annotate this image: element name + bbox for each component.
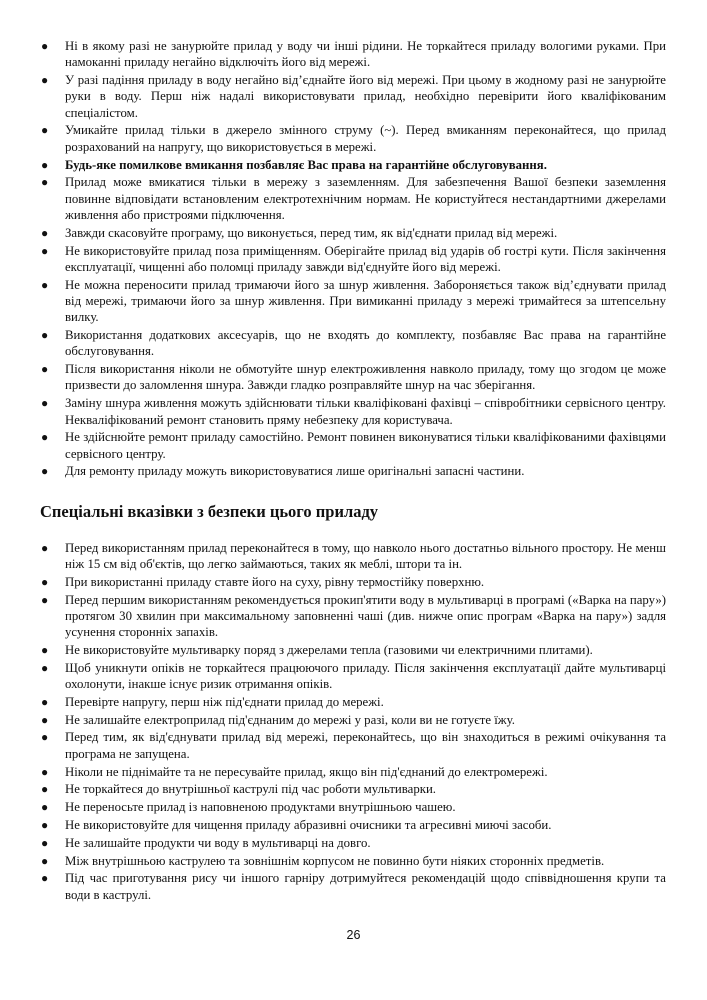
list-item (40, 817, 666, 833)
list-item (40, 799, 666, 815)
list-item (40, 694, 666, 710)
bullet-icon: ● (41, 540, 49, 555)
bullet-icon: ● (41, 396, 49, 411)
list-item (40, 660, 666, 693)
list-item (40, 157, 666, 173)
list-item (40, 243, 666, 276)
list-item (40, 429, 666, 462)
list-item-text: Не залишайте продукти чи воду в мультиварці на довго. (65, 835, 371, 850)
list-item-text: Не переносьте прилад із наповненою продуктами внутрішньою чашею. (65, 800, 456, 815)
bullet-icon: ● (41, 157, 49, 172)
list-item-text: Не використовуйте прилад поза приміщенням. Оберігайте прилад від ударів об гострі кути. Після закінчення експлуатації, чищенні або поломці приладу завжди від'єднуйте його від мережі. (65, 243, 666, 274)
special-safety-list (40, 540, 666, 903)
bullet-icon: ● (41, 328, 49, 343)
list-item (40, 781, 666, 797)
bullet-icon: ● (41, 694, 49, 709)
page-number: 26 (346, 928, 361, 942)
bullet-icon: ● (41, 712, 49, 727)
list-item-text: Не залишайте електроприлад під'єднаним до мережі у разі, коли ви не готуєте їжу. (65, 712, 515, 727)
list-item (40, 395, 666, 428)
list-item (40, 361, 666, 394)
list-item (40, 72, 666, 121)
list-item-text: Використання додаткових аксесуарів, що не входять до комплекту, позбавляє Вас права на гарантійне обслуговування. (65, 328, 666, 359)
list-item-text: При використанні приладу ставте його на суху, рівну термостійку поверхню. (65, 574, 485, 589)
list-item (40, 853, 666, 869)
list-item-text: Перед тим, як від'єднувати прилад від мережі, переконайтесь, що він знаходиться в режимі очікування та програма не запущена. (65, 730, 666, 761)
general-safety-list (40, 38, 666, 480)
list-item-text: Не здійснюйте ремонт приладу самостійно. Ремонт повинен виконуватися тільки кваліфікованими фахівцями сервісного центру. (65, 430, 666, 461)
bullet-icon: ● (41, 800, 49, 815)
bullet-icon: ● (41, 764, 49, 779)
document-page (40, 38, 666, 904)
bullet-icon: ● (41, 175, 49, 190)
list-item (40, 835, 666, 851)
list-item-text: Заміну шнура живлення можуть здійснювати тільки кваліфіковані фахівці – співробітники сервісного центру. Некваліфікований ремонт становить пряму небезпеку для користувача. (65, 396, 666, 427)
list-item-text: Будь-яке помилкове вмикання позбавляє Вас права на гарантійне обслуговування. (65, 157, 547, 172)
list-item-text: Завжди скасовуйте програму, що виконується, перед тим, як від'єднати прилад від мережі. (65, 225, 558, 240)
list-item (40, 277, 666, 326)
list-item (40, 870, 666, 903)
list-item (40, 764, 666, 780)
bullet-icon: ● (41, 362, 49, 377)
list-item-text: Ніколи не піднімайте та не пересувайте прилад, якщо він під'єднаний до електромережі. (65, 764, 548, 779)
list-item-text: Між внутрішньою каструлею та зовнішнім корпусом не повинно бути ніяких сторонніх предметів. (65, 853, 605, 868)
list-item (40, 174, 666, 223)
bullet-icon: ● (41, 225, 49, 240)
bullet-icon: ● (41, 430, 49, 445)
section-heading: Спеціальні вказівки з безпеки цього приладу (40, 501, 379, 521)
bullet-icon: ● (41, 871, 49, 886)
bullet-icon: ● (41, 123, 49, 138)
list-item-text: У разі падіння приладу в воду негайно від’єднайте його від мережі. При цьому в жодному разі не занурюйте руки в воду. Перш ніж надалі використовувати прилад, необхідно перевірити його кваліфікованим спеціалістом. (65, 73, 666, 120)
list-item (40, 540, 666, 573)
list-item-text: Не можна переносити прилад тримаючи його за шнур живлення. Забороняється також від’єднувати прилад від мережі, тримаючи його за шнур живлення. При вимиканні приладу з мережі тримайтеся за штепсельну вилку. (65, 277, 666, 325)
bullet-icon: ● (41, 39, 49, 53)
list-item (40, 38, 666, 71)
list-item-text: Перед першим використанням рекомендується прокип'ятити воду в мультиварці в програмі («Варка на пару») протягом 30 хвилин при максимальному заповненні чаші (див. нижче опис програм «Варка на пару») задля усунення сторонніх запахів. (65, 592, 666, 640)
list-item-text: Для ремонту приладу можуть використовуватися лише оригінальні запасні частини. (65, 464, 525, 479)
bullet-icon: ● (41, 835, 49, 850)
list-item-text: Не використовуйте мультиварку поряд з джерелами тепла (газовими чи електричними плитами). (65, 643, 593, 657)
bullet-icon: ● (41, 730, 49, 745)
list-item (40, 122, 666, 155)
list-item (40, 225, 666, 241)
bullet-icon: ● (41, 853, 49, 868)
bullet-icon: ● (41, 782, 49, 797)
list-item-text: Після використання ніколи не обмотуйте шнур електроживлення навколо приладу, тому що згодом це може призвести до заломлення шнура. Завжди гладко розправляйте шнур на час зберігання. (65, 362, 666, 393)
list-item (40, 642, 666, 658)
list-item-text: Щоб уникнути опіків не торкайтеся працюючого приладу. Після закінчення експлуатації дайте мультиварці охолонути, інакше існує ризик отримання опіків. (65, 660, 666, 692)
list-item (40, 592, 666, 641)
bullet-icon: ● (41, 817, 49, 832)
bullet-icon: ● (41, 592, 49, 607)
bullet-icon: ● (41, 464, 49, 479)
bullet-icon: ● (41, 277, 49, 292)
list-item (40, 574, 666, 590)
list-item-text: Перед використанням прилад переконайтеся в тому, що навколо нього достатньо вільного простору. Не менш ніж 15 см від об'єктів, що легко займаються, таких як меблі, штори та ін. (65, 540, 666, 572)
list-item (40, 712, 666, 728)
list-item-text: Умикайте прилад тільки в джерело змінного струму (~). Перед вмиканням переконайтеся, що прилад розрахований на напругу, що використовується в мережі. (65, 123, 666, 154)
list-item-text: Під час приготування рису чи іншого гарніру дотримуйтеся рекомендацій щодо співвідношення крупи та води в каструлі. (65, 871, 666, 902)
list-item-text: Не торкайтеся до внутрішньої каструлі під час роботи мультиварки. (65, 782, 436, 797)
list-item-text: Ні в якому разі не занурюйте прилад у воду чи інші рідини. Не торкайтеся приладу вологими руками. При намоканні приладу негайно відключіть його від мережі. (65, 39, 666, 70)
bullet-icon: ● (41, 574, 49, 589)
list-item (40, 327, 666, 360)
bullet-icon: ● (41, 243, 49, 258)
bullet-icon: ● (41, 660, 49, 675)
list-item-text: Прилад може вмикатися тільки в мережу з заземленням. Для забезпечення Вашої безпеки заземлення повинне відповідати встановленим електротехнічним нормам. Не користуйтеся нестандартними джерелами живлення або пристроями підключення. (65, 175, 666, 222)
list-item-text: Перевірте напругу, перш ніж під'єднати прилад до мережі. (65, 694, 384, 709)
list-item-text: Не використовуйте для чищення приладу абразивні очисники та агресивні миючі засоби. (65, 817, 552, 832)
list-item (40, 463, 666, 479)
list-item (40, 729, 666, 762)
bullet-icon: ● (41, 643, 49, 657)
bullet-icon: ● (41, 73, 49, 88)
